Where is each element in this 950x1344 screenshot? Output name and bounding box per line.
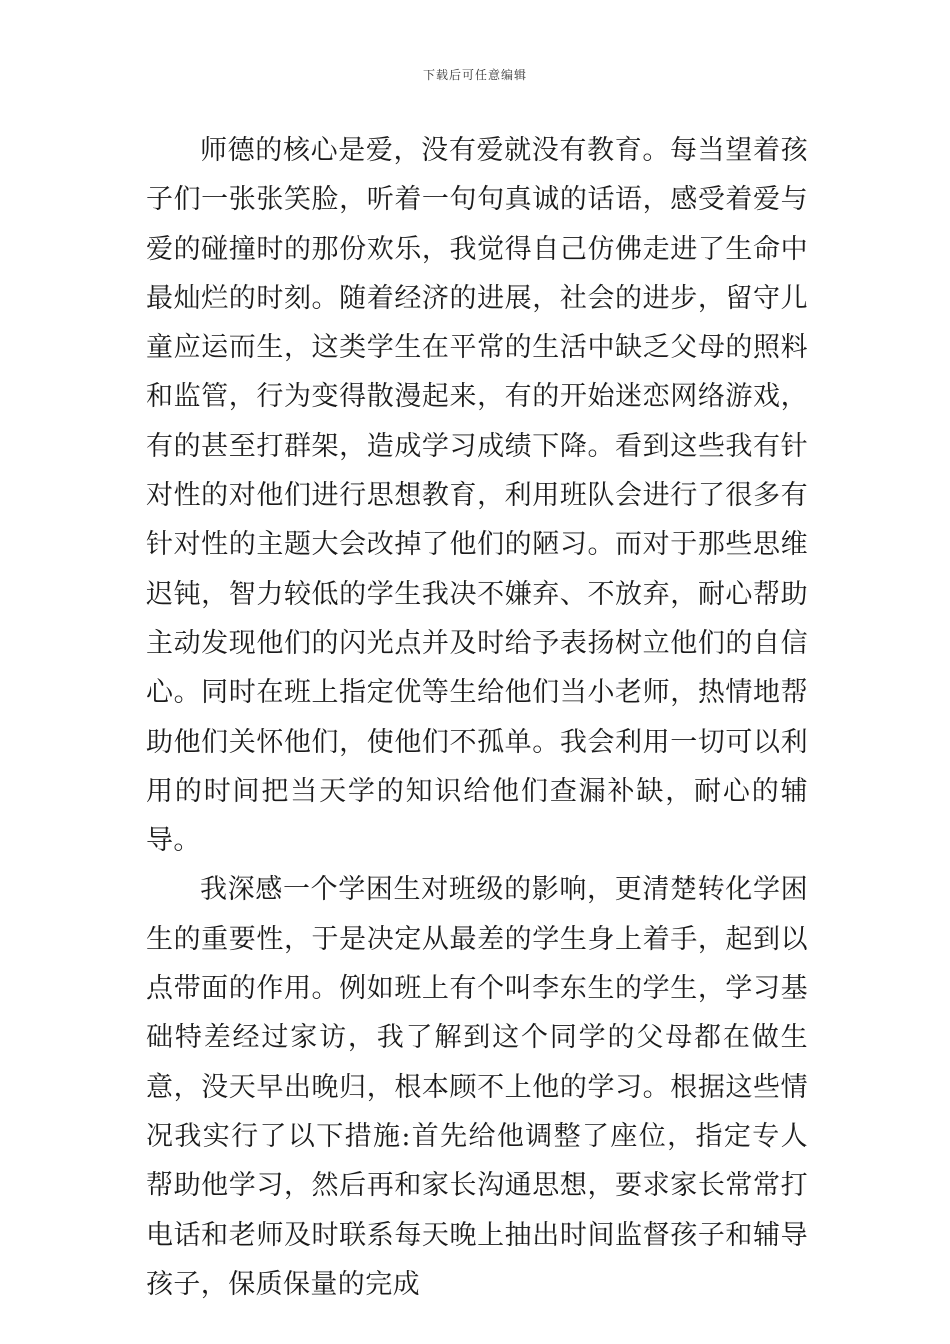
body-text: [146, 126, 808, 1309]
paragraph-1: 师德的核心是爱，没有爱就没有教育。每当望着孩子们一张张笑脸，听着一句句真诚的话语，感受着爱与爱的碰撞时的那份欢乐，我觉得自己仿佛走进了生命中最灿烂的时刻。随着经济的进展，社会的进步，留守儿童应运而生，这类学生在平常的生活中缺乏父母的照料和监管，行为变得散漫起来，有的开始迷恋网络游戏，有的甚至打群架，造成学习成绩下降。看到这些我有针对性的对他们进行思想教育，利用班队会进行了很多有针对性的主题大会改掉了他们的陋习。而对于那些思维迟钝，智力较低的学生我决不嫌弃、不放弃，耐心帮助主动发现他们的闪光点并及时给予表扬树立他们的自信心。同时在班上指定优等生给他们当小老师，热情地帮助他们关怀他们，使他们不孤单。我会利用一切可以利用的时间把当天学的知识给他们查漏补缺，耐心的辅导。: [146, 135, 808, 857]
paragraph-2: 我深感一个学困生对班级的影响，更清楚转化学困生的重要性，于是决定从最差的学生身上着手，起到以点带面的作用。例如班上有个叫李东生的学生，学习基础特差经过家访，我了解到这个同学的父母都在做生意，没天早出晚归，根本顾不上他的学习。根据这些情况我实行了以下措施:首先给他调整了座位，指定专人帮助他学习，然后再和家长沟通思想，要求家长常常打电话和老师及时联系每天晚上抽出时间监督孩子和辅导孩子，保质保量的完成: [146, 874, 808, 1300]
header-note: 下载后可任意编辑: [422, 68, 527, 82]
